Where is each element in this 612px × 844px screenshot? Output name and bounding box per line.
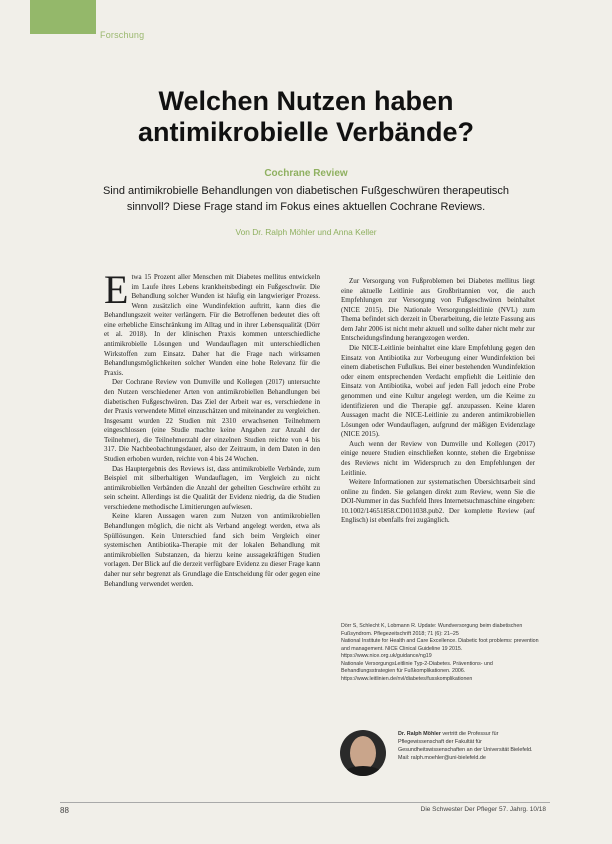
author-bio — [398, 730, 544, 762]
section-label: Forschung — [100, 30, 145, 40]
footer-divider — [60, 802, 550, 803]
section-color-tab — [30, 0, 96, 34]
paragraph: Keine klaren Aussagen waren zum Nutzen von antimikrobiellen Behandlungen möglich, die nicht als Verband angelegt werden, etwa als Spüllösungen. Kein Unterschied fand sich beim Vergleich einer systemischen Antibiotika-Therapie mit der lokalen Behandlung mit antimikrobiellen Substanzen, da hierzu keine aussagekräftigen Studien vorlagen. Der Blick auf die derzeit verfügbare Evidenz zu dieser Frage kann daher nur sehr begrenzt als Grundlage die Entscheidung für oder gegen eine Behandlung verwendet werden. — [104, 512, 320, 588]
author-name: Dr. Ralph Möhler — [398, 731, 441, 737]
author-mail: Mail: ralph.moehler@uni-bielefeld.de — [398, 755, 486, 761]
reference-item: Dörr S, Schlecht K, Lobmann R. Update: Wundversorgung beim diabetischen Fußsyndrom. Pflegezeitschrift 2018; 71 (6): 21–25 — [341, 623, 523, 637]
references — [341, 623, 539, 683]
body-column-right — [341, 277, 535, 526]
body-column-left — [104, 267, 320, 589]
paragraph: Die NICE-Leitlinie beinhaltet eine klare Empfehlung gegen den Einsatz von Antibiotika zur Vorbeugung einer Wundinfektion bei einem diabetischen Fußulkus. Bei einer bestehenden Wundinfektion oder einem entsprechenden Verdacht empfiehlt die Leitlinie den Einsatz von Antibiotika, wobei auf jeden Fall jedoch eine Probe genommen und eine Kultur angelegt werden, um die Keime zu identifizieren und die Therapie ggf. anzupassen. Keine klaren Aussagen macht die NICE-Leitlinie zu anderen antimikrobiellen Lösungen oder Wundauflagen, aufgrund der mäßigen Evidenzlage (NICE 2015). — [341, 344, 535, 439]
paragraph: Der Cochrane Review von Dumville und Kollegen (2017) untersuchte den Nutzen verschiedener Arten von antimikrobiellen Behandlungen bei diabetischen Fußgeschwüren. Das Ziel der Arbeit war es, verschiedene in der Praxis verwendete Mittel einzuschätzen und miteinander zu vergleichen. Insgesamt wurden 22 Studien mit 2310 erwachsenen Teilnehmern eingeschlossen (eine Studie machte keine Angaben zur Anzahl der Teilnehmer), die Teilnehmerzahl der einzelnen Studien reichte von 4 bis 317. Die Nachbeobachtungsdauer, also der Zeitraum, in dem Daten in den Studien erhoben wurden, reichte von 4 bis 24 Wochen. — [104, 378, 320, 463]
page-number: 88 — [60, 806, 69, 815]
paragraph: Weitere Informationen zur systematischen Übersichtsarbeit sind online zu finden. Sie gelangen direkt zum Review, wenn Sie die DOI-Nummer in das Suchfeld Ihres Internetsuchmaschine eingeben: 10.1002/14651858.CD011038.pub2. Der komplette Review (auf Englisch) ist ebenfalls frei zugänglich. — [341, 478, 535, 525]
journal-info: Die Schwester Der Pfleger 57. Jahrg. 10/18 — [420, 806, 546, 813]
paragraph: Das Hauptergebnis des Reviews ist, dass antimikrobielle Verbände, zum Beispiel mit silberhaltigen Wundauflagen, im Vergleich zu nicht antimikrobiellen Verbänden die Anzahl der geheilten Geschwüre erhöht zu sein scheint. Allerdings ist die Qualität der Evidenz niedrig, da die Studien verschiedene methodische Limitierungen aufwiesen. — [104, 464, 320, 511]
reference-item: Nationale VersorgungsLeitlinie Typ-2-Diabetes. Präventions- und Behandlungsstrategien für Fußkomplikationen. 2006. https://www.leitlinien.de/nvl/diabetes/fusskomplikationen — [341, 660, 493, 682]
drop-cap: E — [104, 267, 129, 312]
article-authors: Von Dr. Ralph Möhler und Anna Keller — [235, 227, 377, 237]
article-title: Welchen Nutzen haben antimikrobielle Verbände? — [137, 86, 475, 147]
author-photo — [340, 730, 386, 776]
reference-item: National Institute for Health and Care Excellence. Diabetic foot problems: prevention and management. NICE Clinical Guideline 19 2015. https://www.nice.org.uk/guidance/ng19 — [341, 638, 539, 659]
paragraph: twa 15 Prozent aller Menschen mit Diabetes mellitus entwickeln im Laufe ihres Lebens krankheitsbedingt ein Fußgeschwür. Die Behandlung solcher Wunden ist häufig ein langwieriger Prozess. Wenn zusätzlich eine Wundinfektion auftritt, kann dies die Behandlungszeit weiter verlängern. Für die Betroffenen bedeutet dies oft eine erhebliche Einschränkung im Alltag und in ihrer Lebensqualität (Dörr et al. 2018). In der klinischen Praxis kommen unterschiedliche antimikrobielle Lösungen und Wundauflagen mit unterschiedlichen Wirkstoffen zum Einsatz. Daher hat die Frage nach wirksamen Behandlungsmöglichkeiten solcher Wunden eine hohe Relevanz für die Praxis. — [104, 273, 320, 377]
article-lead: Sind antimikrobielle Behandlungen von diabetischen Fußgeschwüren therapeutisch sinnvoll? Diese Frage stand im Fokus eines aktuellen Cochrane Reviews. — [102, 185, 510, 213]
article-kicker: Cochrane Review — [264, 168, 348, 179]
paragraph: Auch wenn der Review von Dumville und Kollegen (2017) einige neuere Studien einschließen konnte, stehen die Ergebnisse des Reviews nicht im Widerspruch zu den Empfehlungen der Leitlinie. — [341, 439, 535, 477]
author-description: vertritt die Professur für Pflegewissenschaft der Fakultät für Gesundheitswissenschaften an der Universität Bielefeld. — [398, 731, 533, 753]
paragraph: Zur Versorgung von Fußproblemen bei Diabetes mellitus liegt eine aktuelle Leitlinie aus Großbritannien vor, die auch Empfehlungen zur Versorgung von Fußgeschwüren beinhaltet (NICE 2015). Die Nationale Versorgungsleitlinie (NVL) zum Thema befindet sich derzeit in Überarbeitung, die letzte Fassung aus dem Jahr 2006 ist nicht mehr aktuell und sollte daher nicht mehr zur Entscheidungsfindung herangezogen werden. — [341, 277, 535, 343]
